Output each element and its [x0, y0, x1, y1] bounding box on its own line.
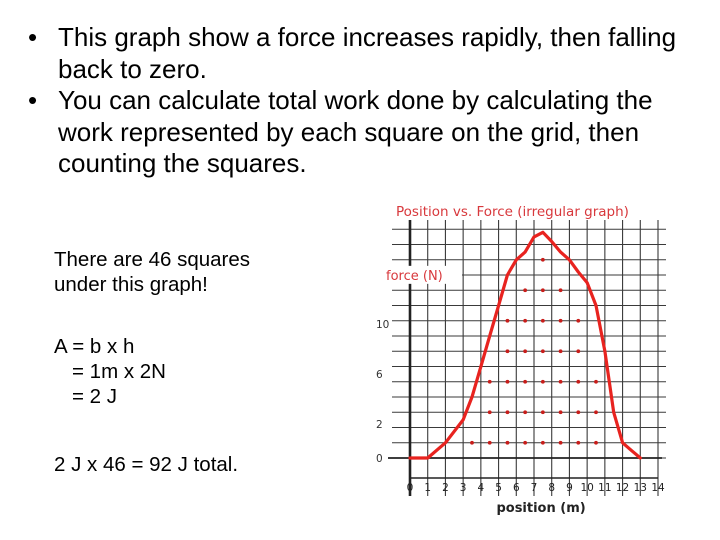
x-tick-label: 8: [548, 482, 556, 494]
total-line: 2 J x 46 = 92 J total.: [54, 453, 239, 476]
x-tick-label: 11: [598, 482, 612, 494]
square-count-dot: [541, 380, 545, 384]
x-tick-label: 12: [615, 482, 630, 494]
chart-background: [370, 200, 680, 525]
bullet-text: This graph show a force increases rapidly, then falling back to zero.: [58, 22, 677, 84]
chart-svg: [370, 200, 680, 525]
square-count-dot: [559, 349, 563, 353]
y-tick-label: 6: [376, 368, 383, 381]
square-count-dot: [506, 441, 510, 445]
bullet-dot-icon: •: [28, 22, 38, 52]
square-count-dot: [488, 380, 492, 384]
y-tick-label: 10: [376, 318, 390, 331]
x-tick-label: 3: [459, 482, 467, 494]
x-tick-label: 4: [477, 482, 485, 494]
squares-note: [54, 247, 374, 297]
chart-label-mask: [414, 410, 634, 440]
x-tick-label: 7: [530, 482, 538, 494]
square-count-dot: [576, 319, 580, 323]
square-count-dot: [594, 380, 598, 384]
square-count-dot: [541, 441, 545, 445]
square-count-dot: [576, 441, 580, 445]
square-count-dot: [523, 288, 527, 292]
x-tick-label: 9: [566, 482, 573, 494]
square-count-dot: [559, 288, 563, 292]
square-count-dot: [523, 319, 527, 323]
square-count-dot: [506, 380, 510, 384]
x-tick-label: 13: [633, 482, 647, 494]
square-count-dot: [541, 258, 545, 262]
square-count-dot: [506, 319, 510, 323]
square-count-dot: [541, 319, 545, 323]
chart-title: Position vs. Force (irregular graph): [396, 204, 629, 220]
formula: [54, 334, 374, 409]
square-count-dot: [523, 410, 527, 414]
square-count-dot: [470, 441, 474, 445]
square-count-dot: [576, 349, 580, 353]
bullet-dot-icon: •: [28, 85, 38, 115]
bullet-item: [28, 85, 708, 180]
square-count-dot: [506, 349, 510, 353]
square-count-dot: [541, 410, 545, 414]
square-count-dot: [541, 288, 545, 292]
square-count-dot: [506, 410, 510, 414]
square-count-dot: [559, 319, 563, 323]
square-count-dot: [541, 349, 545, 353]
force-position-graph: [370, 200, 680, 525]
bullet-list: [28, 22, 708, 180]
y-tick-label: 2: [376, 418, 383, 431]
square-count-dot: [594, 410, 598, 414]
x-tick-label: 6: [512, 482, 520, 494]
bullet-item: [28, 22, 708, 85]
x-tick-label: 0: [406, 482, 414, 494]
bullet-text: You can calculate total work done by calculating the work represented by each square on the grid, then counting the squares.: [58, 85, 653, 178]
formula-line2: = 1m x 2N: [72, 360, 166, 383]
square-count-dot: [523, 380, 527, 384]
square-count-dot: [488, 441, 492, 445]
x-tick-label: 5: [495, 482, 502, 494]
formula-line1: A = b x h: [54, 335, 135, 358]
formula-line3: = 2 J: [72, 385, 118, 408]
squares-note-line1: There are 46 squares: [54, 248, 251, 271]
square-count-dot: [523, 441, 527, 445]
x-tick-label: 10: [580, 482, 594, 494]
x-axis-label: position (m): [496, 501, 586, 516]
square-count-dot: [559, 441, 563, 445]
y-tick-label: 0: [376, 453, 383, 465]
x-tick-label: 1: [424, 482, 432, 494]
y-axis-label: force (N): [386, 268, 443, 284]
square-count-dot: [594, 441, 598, 445]
square-count-dot: [559, 380, 563, 384]
squares-note-line2: under this graph!: [54, 273, 208, 296]
x-tick-label: 14: [651, 482, 665, 494]
x-tick-label: 2: [442, 482, 449, 494]
square-count-dot: [523, 349, 527, 353]
square-count-dot: [488, 410, 492, 414]
square-count-dot: [576, 380, 580, 384]
square-count-dot: [576, 410, 580, 414]
square-count-dot: [559, 410, 563, 414]
